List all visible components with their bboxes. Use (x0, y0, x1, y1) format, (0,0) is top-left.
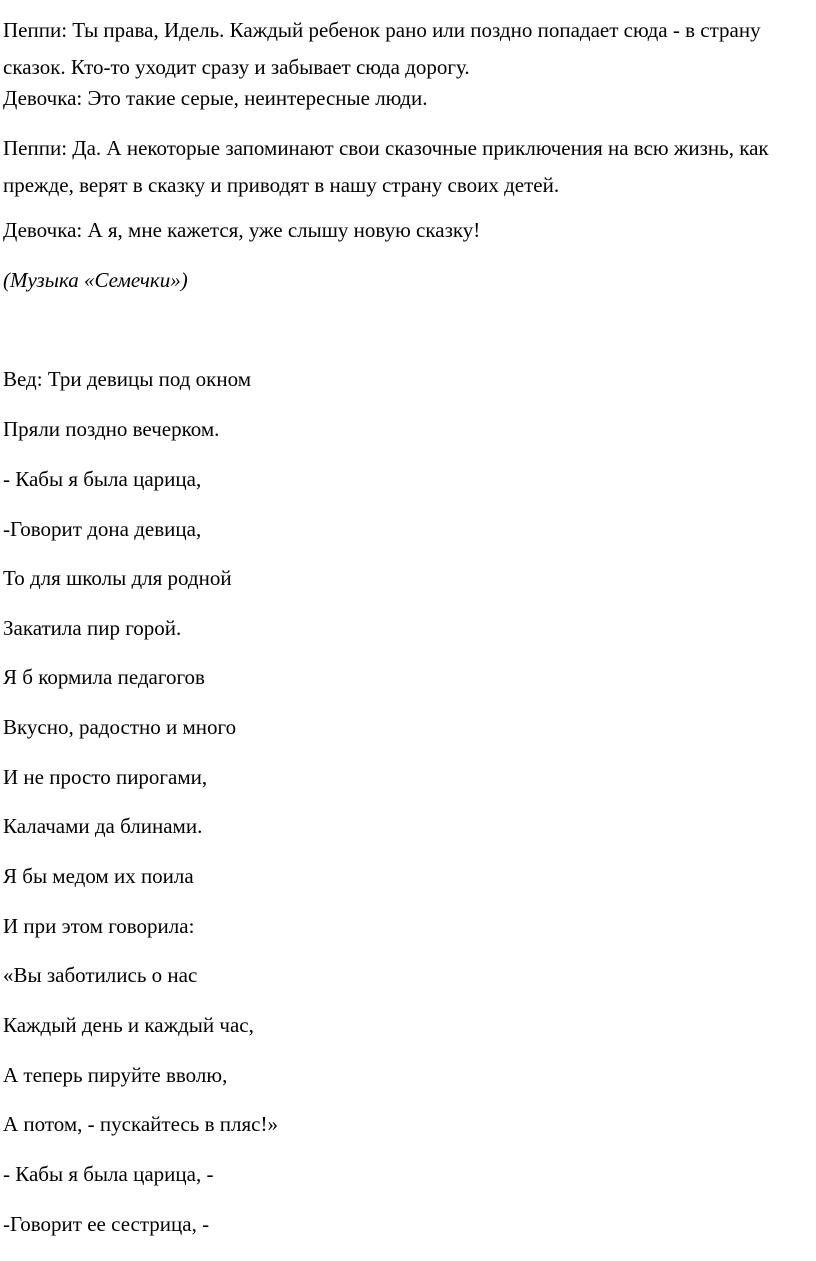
poem-line: А потом, - пускайтесь в пляс!» (3, 1112, 278, 1136)
poem-line: «Вы заботились о нас (3, 963, 198, 987)
poem-line: Я бы медом их поила (3, 864, 194, 888)
poem-line: - Кабы я была царица, - (3, 1162, 214, 1186)
dialogue-paragraph-girl-1: Девочка: Это такие серые, неинтересные люди. (3, 86, 428, 110)
poem-line: - Кабы я была царица, (3, 467, 202, 491)
poem-line: То для школы для родной (3, 566, 232, 590)
dialogue-paragraph-peppi-1: Пеппи: Ты права, Идель. Каждый ребенок рано или поздно попадает сюда - в страну сказок. Кто-то уходит сразу и забывает сюда дорогу. (3, 18, 761, 79)
poem-line: -Говорит дона девица, (3, 517, 202, 541)
poem-line: И при этом говорила: (3, 914, 195, 938)
poem-line: Закатила пир горой. (3, 616, 182, 640)
poem-line: Вкусно, радостно и много (3, 715, 237, 739)
poem-line: А теперь пируйте вволю, (3, 1063, 228, 1087)
poem-line: Каждый день и каждый час, (3, 1013, 254, 1037)
poem-line: Я б кормила педагогов (3, 665, 205, 689)
dialogue-paragraph-girl-2: Девочка: А я, мне кажется, уже слышу новую сказку! (3, 218, 481, 242)
dialogue-paragraph-peppi-2: Пеппи: Да. А некоторые запоминают свои сказочные приключения на всю жизнь, как прежде, верят в сказку и приводят в нашу страну своих детей. (3, 136, 769, 197)
poem-line: -Говорит ее сестрица, - (3, 1212, 210, 1236)
poem-line: Калачами да блинами. (3, 814, 203, 838)
poem-line: Вед: Три девицы под окном (3, 367, 251, 391)
poem-line: Пряли поздно вечерком. (3, 417, 220, 441)
stage-direction: (Музыка «Семечки») (3, 268, 188, 292)
poem-line: И не просто пирогами, (3, 765, 208, 789)
